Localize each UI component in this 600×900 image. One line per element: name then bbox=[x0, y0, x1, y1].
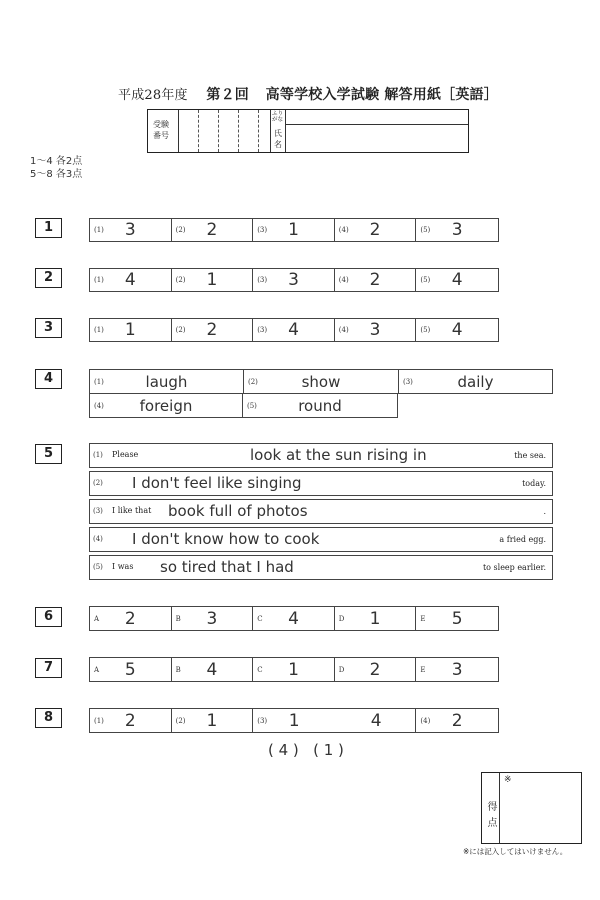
handwritten-answer: 4 bbox=[370, 710, 382, 731]
q2-answer-row bbox=[89, 268, 499, 292]
handwritten-answer: 3 bbox=[369, 320, 381, 340]
handwritten-answer: I don't feel like singing bbox=[132, 474, 302, 492]
handwritten-answer: 1 bbox=[206, 710, 218, 731]
sentence-suffix: . bbox=[543, 507, 546, 516]
answer-cell[interactable]: (1) 2 bbox=[90, 709, 172, 732]
scoring-note-2: 5～8 各3点 bbox=[30, 169, 83, 180]
handwritten-answer: 4 bbox=[288, 320, 299, 340]
answer-cell[interactable]: C 4 bbox=[253, 607, 335, 630]
q5-answer-row[interactable]: (5) I was so tired that I had to sleep earlier. bbox=[89, 555, 553, 580]
sentence-suffix: a fried egg. bbox=[499, 535, 546, 544]
answer-cell[interactable]: D 2 bbox=[335, 658, 417, 681]
answer-cell[interactable]: (5) 3 bbox=[416, 219, 498, 241]
q5-answer-row[interactable]: (1) Please look at the sun rising in the sea. bbox=[89, 443, 553, 468]
answer-cell[interactable]: (1) 3 bbox=[90, 219, 172, 241]
q5-answer-row[interactable]: (4) I don't know how to cook a fried egg. bbox=[89, 527, 553, 552]
answer-cell[interactable]: (3) 1 bbox=[253, 219, 335, 241]
q8-answer-row bbox=[89, 708, 499, 733]
answer-cell[interactable]: (5) round bbox=[243, 394, 397, 417]
handwritten-answer: 2 bbox=[206, 320, 218, 340]
handwritten-answer: 2 bbox=[369, 270, 381, 290]
q3-answer-row bbox=[89, 318, 499, 342]
score-label: 得点 bbox=[482, 773, 500, 843]
answer-cell[interactable]: A 5 bbox=[90, 658, 172, 681]
answer-cell[interactable]: (4) 2 bbox=[335, 269, 417, 291]
answer-cell[interactable]: (2) 2 bbox=[172, 319, 254, 341]
answer-cell[interactable]: (4) foreign bbox=[90, 394, 243, 417]
answer-cell[interactable]: E 5 bbox=[416, 607, 498, 630]
handwritten-answer: 2 bbox=[206, 220, 218, 240]
footnote: ※には記入してはいけません。 bbox=[463, 847, 568, 856]
handwritten-answer: 5 bbox=[124, 659, 136, 680]
handwritten-answer: 2 bbox=[124, 710, 136, 731]
handwritten-answer: round bbox=[298, 396, 342, 415]
handwritten-answer: 3 bbox=[451, 220, 463, 240]
handwritten-answer: 3 bbox=[451, 659, 463, 680]
question-number: 4 bbox=[35, 369, 62, 389]
handwritten-answer: 1 bbox=[206, 270, 218, 290]
answer-cell[interactable]: (4) 3 bbox=[335, 319, 417, 341]
answer-cell[interactable]: (2) 1 bbox=[172, 269, 254, 291]
q4-answer-row-1 bbox=[89, 369, 553, 394]
sentence-suffix: today. bbox=[522, 479, 546, 488]
handwritten-answer: 3 bbox=[206, 608, 218, 629]
q7-answer-row bbox=[89, 657, 499, 682]
question-number: 6 bbox=[35, 607, 62, 627]
furigana-label: ふり がな bbox=[272, 111, 284, 123]
q8-sub-note: ( 4 ) ( 1 ) bbox=[268, 741, 344, 759]
answer-cell[interactable]: (3) 4 bbox=[253, 319, 335, 341]
sentence-prefix: Please bbox=[112, 450, 139, 459]
answer-cell[interactable]: (3) daily bbox=[399, 370, 552, 393]
handwritten-answer: daily bbox=[457, 372, 494, 391]
sentence-suffix: to sleep earlier. bbox=[482, 563, 546, 572]
answer-cell[interactable]: (2) show bbox=[244, 370, 399, 393]
answer-cell[interactable]: (3) 3 bbox=[253, 269, 335, 291]
name-label: 氏 名 bbox=[274, 129, 282, 149]
handwritten-answer: 4 bbox=[288, 608, 299, 629]
handwritten-answer: 4 bbox=[451, 270, 463, 290]
answer-cell[interactable]: E 3 bbox=[416, 658, 498, 681]
handwritten-answer: so tired that I had bbox=[160, 558, 294, 576]
handwritten-answer: 2 bbox=[451, 710, 463, 731]
exam-title: 高等学校入学試験 解答用紙［英語］ bbox=[265, 87, 498, 103]
exam-number-field[interactable] bbox=[179, 110, 269, 151]
answer-cell[interactable]: (5) 4 bbox=[416, 319, 498, 341]
answer-cell[interactable]: (1) 1 bbox=[90, 319, 172, 341]
answer-cell[interactable]: C 1 bbox=[253, 658, 335, 681]
q5-answer-row[interactable]: (2) I don't feel like singing today. bbox=[89, 471, 553, 496]
answer-cell[interactable]: D 1 bbox=[335, 607, 417, 630]
answer-cell[interactable]: (4) 2 bbox=[416, 709, 498, 732]
sentence-prefix: I like that bbox=[112, 506, 152, 515]
score-mark: ※ bbox=[504, 775, 512, 785]
question-number: 1 bbox=[35, 218, 62, 238]
handwritten-answer: look at the sun rising in bbox=[250, 446, 427, 464]
q1-answer-row bbox=[89, 218, 499, 242]
answer-cell[interactable]: (4) 2 bbox=[335, 219, 417, 241]
answer-cell[interactable]: (2) 1 bbox=[172, 709, 254, 732]
sentence-suffix: the sea. bbox=[514, 451, 546, 460]
answer-cell[interactable]: (1) laugh bbox=[90, 370, 244, 393]
page-title bbox=[118, 84, 498, 104]
q6-answer-row bbox=[89, 606, 499, 631]
exam-year: 平成28年度 bbox=[118, 88, 188, 103]
handwritten-answer: 5 bbox=[451, 608, 463, 629]
answer-cell[interactable]: (2) 2 bbox=[172, 219, 254, 241]
handwritten-answer: 4 bbox=[451, 320, 463, 340]
score-box bbox=[481, 772, 582, 844]
q5-answer-row[interactable]: (3) I like that book full of photos . bbox=[89, 499, 553, 524]
handwritten-answer: 2 bbox=[369, 659, 381, 680]
handwritten-answer: 1 bbox=[369, 608, 381, 629]
exam-number-label: 受験 番号 bbox=[153, 120, 169, 140]
answer-cell[interactable]: B 3 bbox=[172, 607, 254, 630]
name-field[interactable] bbox=[286, 125, 466, 151]
handwritten-answer: foreign bbox=[139, 396, 193, 415]
handwritten-answer: 2 bbox=[124, 608, 136, 629]
answer-cell[interactable]: B 4 bbox=[172, 658, 254, 681]
handwritten-answer: show bbox=[301, 372, 341, 391]
handwritten-answer: 4 bbox=[206, 659, 218, 680]
answer-cell[interactable]: (1) 4 bbox=[90, 269, 172, 291]
q4-answer-row-2 bbox=[89, 393, 398, 418]
answer-cell[interactable]: (3) 1 4 bbox=[253, 709, 416, 732]
scoring-note-1: 1～4 各2点 bbox=[30, 156, 83, 167]
question-number: 7 bbox=[35, 658, 62, 678]
handwritten-answer: 4 bbox=[124, 270, 136, 290]
handwritten-answer: 1 bbox=[288, 220, 299, 240]
question-number: 8 bbox=[35, 708, 62, 728]
question-number: 2 bbox=[35, 268, 62, 288]
handwritten-answer: 1 bbox=[288, 710, 300, 731]
handwritten-answer: I don't know how to cook bbox=[132, 530, 320, 548]
handwritten-answer: 1 bbox=[288, 659, 299, 680]
sentence-prefix: I was bbox=[112, 562, 134, 571]
student-info-box bbox=[147, 109, 469, 153]
handwritten-answer: laugh bbox=[145, 372, 188, 391]
exam-round: 第２回 bbox=[206, 87, 250, 103]
handwritten-answer: 2 bbox=[369, 220, 381, 240]
question-number: 3 bbox=[35, 318, 62, 338]
handwritten-answer: book full of photos bbox=[168, 502, 308, 520]
handwritten-answer: 3 bbox=[288, 270, 299, 290]
handwritten-answer: 1 bbox=[124, 320, 136, 340]
answer-cell[interactable]: (5) 4 bbox=[416, 269, 498, 291]
handwritten-answer: 3 bbox=[124, 220, 136, 240]
question-number: 5 bbox=[35, 444, 62, 464]
answer-cell[interactable]: A 2 bbox=[90, 607, 172, 630]
